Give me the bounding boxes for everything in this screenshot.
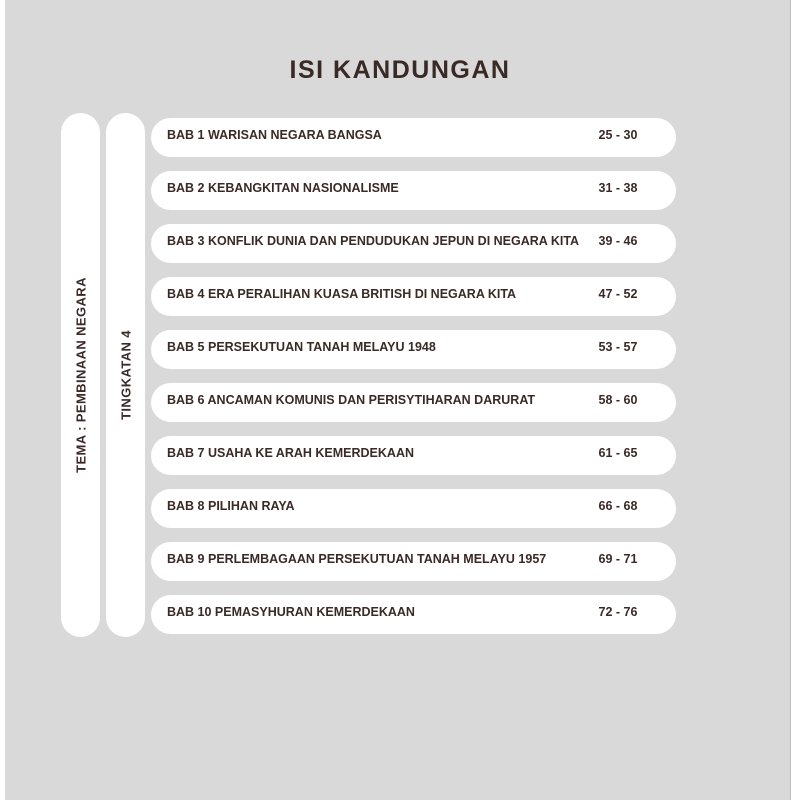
chapter-row bbox=[151, 383, 676, 422]
form-level-label: TINGKATAN 4 bbox=[118, 330, 133, 420]
theme-banner bbox=[61, 113, 100, 637]
chapter-title: BAB 5 PERSEKUTUAN TANAH MELAYU 1948 bbox=[167, 340, 436, 354]
chapter-row bbox=[151, 489, 676, 528]
chapter-page-range: 66 - 68 bbox=[598, 499, 638, 513]
page-title: ISI KANDUNGAN bbox=[289, 56, 511, 84]
chapter-title: BAB 3 KONFLIK DUNIA DAN PENDUDUKAN JEPUN DI NEGARA KITA bbox=[167, 234, 580, 248]
document-page bbox=[5, 0, 791, 800]
chapter-row bbox=[151, 595, 676, 634]
chapter-page-range: 72 - 76 bbox=[598, 605, 638, 619]
chapter-page-range: 61 - 65 bbox=[598, 446, 638, 460]
chapter-title: BAB 4 ERA PERALIHAN KUASA BRITISH DI NEGARA KITA bbox=[167, 287, 517, 301]
chapter-row bbox=[151, 542, 676, 581]
chapter-row bbox=[151, 171, 676, 210]
chapter-row bbox=[151, 118, 676, 157]
chapter-page-range: 39 - 46 bbox=[598, 234, 638, 248]
chapter-title: BAB 10 PEMASYHURAN KEMERDEKAAN bbox=[167, 605, 415, 619]
chapter-page-range: 47 - 52 bbox=[598, 287, 638, 301]
chapter-row bbox=[151, 277, 676, 316]
chapter-title: BAB 8 PILIHAN RAYA bbox=[167, 499, 295, 513]
chapter-title: BAB 1 WARISAN NEGARA BANGSA bbox=[167, 128, 382, 142]
chapter-title: BAB 6 ANCAMAN KOMUNIS DAN PERISYTIHARAN DARURAT bbox=[167, 393, 536, 407]
chapter-row bbox=[151, 436, 676, 475]
chapter-title: BAB 9 PERLEMBAGAAN PERSEKUTUAN TANAH MELAYU 1957 bbox=[167, 552, 547, 566]
chapter-page-range: 31 - 38 bbox=[598, 181, 638, 195]
chapter-page-range: 58 - 60 bbox=[598, 393, 638, 407]
chapter-row bbox=[151, 224, 676, 263]
chapter-title: BAB 2 KEBANGKITAN NASIONALISME bbox=[167, 181, 399, 195]
chapter-title: BAB 7 USAHA KE ARAH KEMERDEKAAN bbox=[167, 446, 415, 460]
chapter-page-range: 69 - 71 bbox=[598, 552, 638, 566]
chapter-page-range: 25 - 30 bbox=[598, 128, 638, 142]
chapter-page-range: 53 - 57 bbox=[598, 340, 638, 354]
theme-label: TEMA : PEMBINAAN NEGARA bbox=[73, 277, 88, 473]
form-level-banner bbox=[106, 113, 145, 637]
chapter-row bbox=[151, 330, 676, 369]
